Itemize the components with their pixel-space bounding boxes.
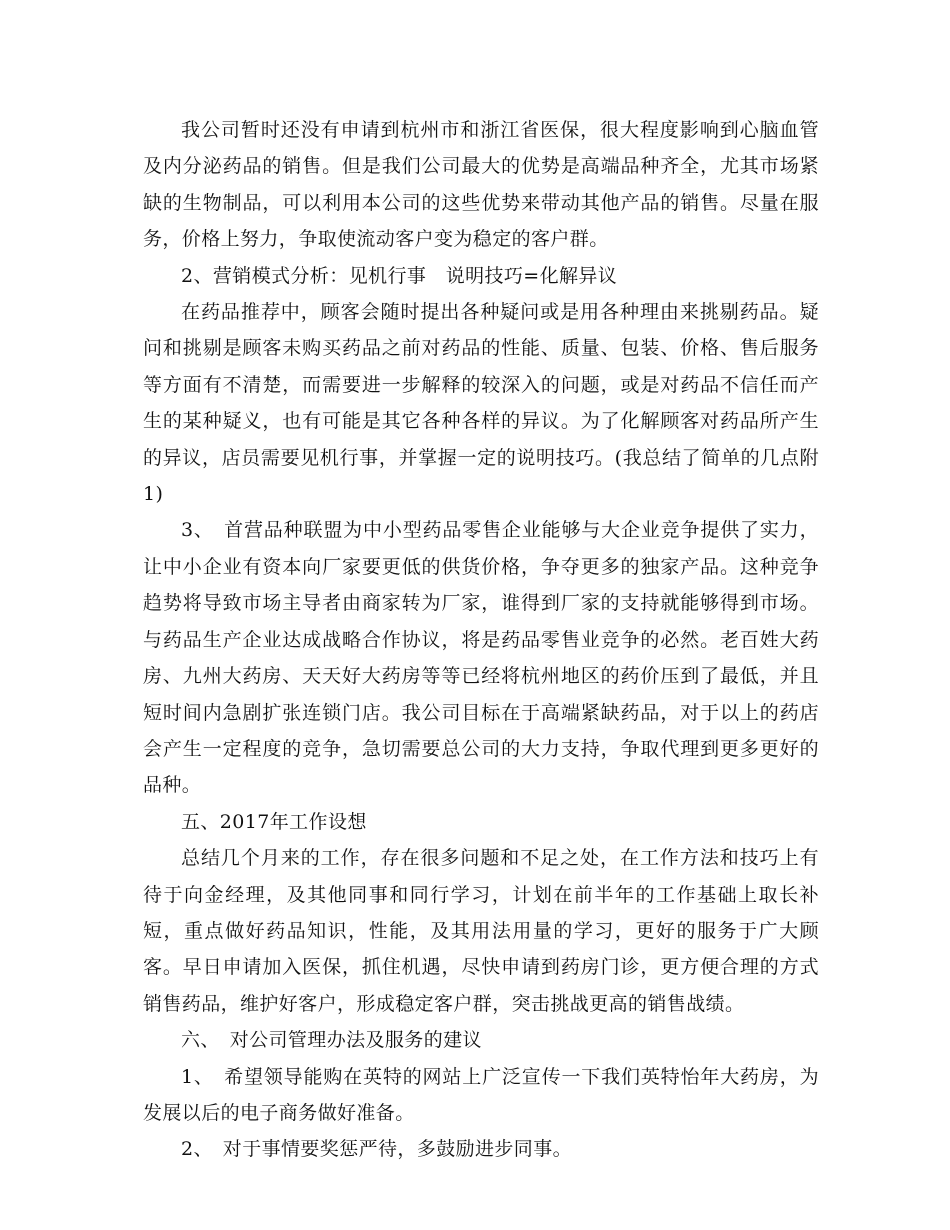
heading-suggestions: 六、 对公司管理办法及服务的建议 (181, 1029, 482, 1052)
paragraph-suggestion-2: 2、 对于事情要奖惩严待，多鼓励进步同事。 (181, 1138, 572, 1161)
heading-work-plan: 五、2017年工作设想 (181, 810, 367, 833)
paragraph-work-summary: 总结几个月来的工作，存在很多问题和不足之处，在工作方法和技巧上有待于向金经理，及其他同事和同行学习，计划在前半年的工作基础上取长补短，重点做好药品知识，性能，及其用法用量的学习，更好的服务于广大顾客。早日申请加入医保，抓住机遇，尽快申请到药房门诊，更方便合理的方式销售药品，维护好客户，形成稳定客户群，突击挑战更高的销售战绩。 (143, 847, 819, 1015)
paragraph-product-recommendation: 在药品推荐中，顾客会随时提出各种疑问或是用各种理由来挑剔药品。疑问和挑剔是顾客未购买药品之前对药品的性能、质量、包装、价格、售后服务等方面有不清楚，而需要进一步解释的较深入的问题，或是对药品不信任而产生的某种疑义，也有可能是其它各种各样的异议。为了化解顾客对药品所产生的异议，店员需要见机行事，并掌握一定的说明技巧。(我总结了简单的几点附1) (143, 301, 819, 506)
heading-marketing-model: 2、营销模式分析：见机行事 说明技巧=化解异议 (181, 264, 618, 287)
paragraph-suggestion-1: 1、 希望领导能购在英特的网站上广泛宣传一下我们英特怡年大药房，为发展以后的电子商务做好准备。 (143, 1065, 819, 1124)
document-body (143, 112, 819, 1168)
paragraph-medical-insurance: 我公司暂时还没有申请到杭州市和浙江省医保，很大程度影响到心脑血管及内分泌药品的销售。但是我们公司最大的优势是高端品种齐全，尤其市场紧缺的生物制品，可以利用本公司的这些优势来带动其他产品的销售。尽量在服务，价格上努力，争取使流动客户变为稳定的客户群。 (143, 119, 819, 251)
paragraph-first-operation-alliance: 3、 首营品种联盟为中小型药品零售企业能够与大企业竞争提供了实力，让中小企业有资本向厂家要更低的供货价格，争夺更多的独家产品。这种竞争趋势将导致市场主导者由商家转为厂家，谁得到厂家的支持就能够得到市场。与药品生产企业达成战略合作协议，将是药品零售业竞争的必然。老百姓大药房、九州大药房、天天好大药房等等已经将杭州地区的药价压到了最低，并且短时间内急剧扩张连锁门店。我公司目标在于高端紧缺药品，对于以上的药店会产生一定程度的竞争，急切需要总公司的大力支持，争取代理到更多更好的品种。 (143, 519, 819, 797)
